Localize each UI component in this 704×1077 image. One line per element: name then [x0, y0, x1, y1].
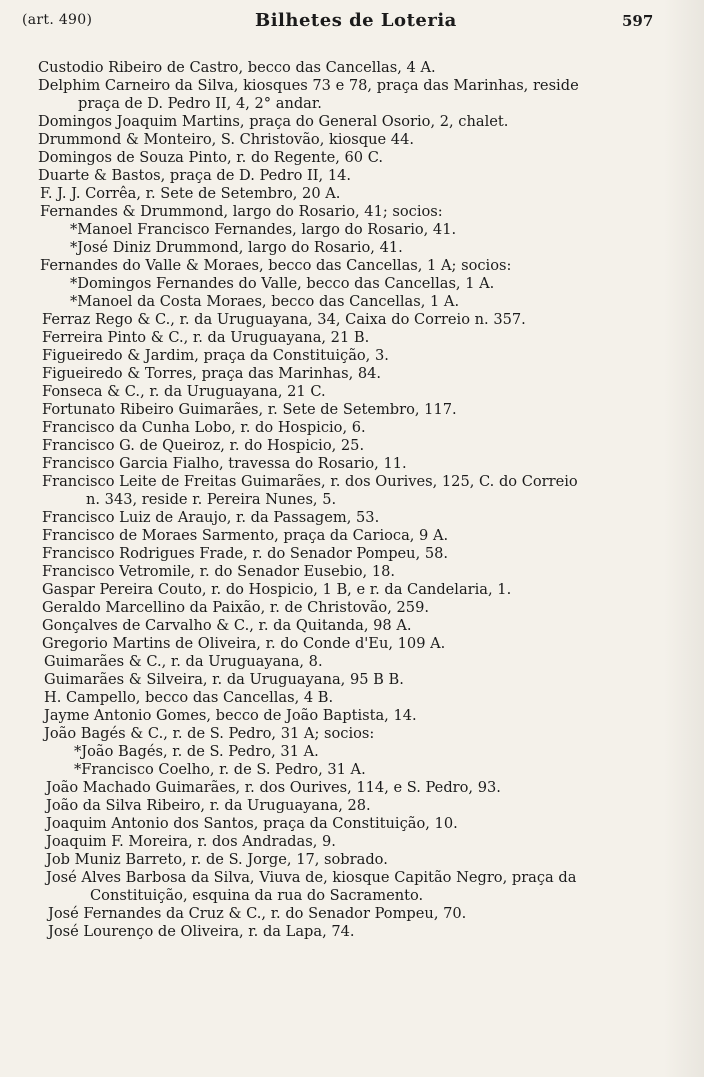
list-subitem: *João Bagés, r. de S. Pedro, 31 A. [74, 743, 319, 760]
list-item: Joaquim F. Moreira, r. dos Andradas, 9. [46, 833, 336, 850]
list-item: Custodio Ribeiro de Castro, becco das Cancellas, 4 A. [38, 59, 436, 76]
list-subitem: *Francisco Coelho, r. de S. Pedro, 31 A. [74, 761, 366, 778]
list-item: Figueiredo & Torres, praça das Marinhas, 84. [42, 365, 382, 382]
list-item: Francisco da Cunha Lobo, r. do Hospicio, 6. [42, 419, 366, 436]
list-subitem: *Manoel da Costa Moraes, becco das Cancellas, 1 A. [70, 293, 460, 310]
list-item-continuation: Constituição, esquina da rua do Sacramento. [90, 887, 424, 904]
list-subitem: *Domingos Fernandes do Valle, becco das Cancellas, 1 A. [70, 275, 495, 292]
list-item: Gregorio Martins de Oliveira, r. do Conde d'Eu, 109 A. [42, 635, 446, 652]
page-header [0, 6, 704, 36]
list-item: José Alves Barbosa da Silva, Viuva de, kiosque Capitão Negro, praça da [46, 869, 577, 886]
list-item: Francisco Vetromile, r. do Senador Eusebio, 18. [42, 563, 396, 580]
list-item: F. J. J. Corrêa, r. Sete de Setembro, 20 A. [40, 185, 341, 202]
article-reference: (art. 490) [22, 12, 93, 28]
list-item: Fonseca & C., r. da Uruguayana, 21 C. [42, 383, 326, 400]
list-item: Job Muniz Barreto, r. de S. Jorge, 17, sobrado. [46, 851, 388, 868]
list-item: José Lourenço de Oliveira, r. da Lapa, 74. [48, 923, 355, 940]
list-item: Geraldo Marcellino da Paixão, r. de Christovão, 259. [42, 599, 429, 616]
list-item: Ferreira Pinto & C., r. da Uruguayana, 21 B. [42, 329, 370, 346]
list-item-continuation: n. 343, reside r. Pereira Nunes, 5. [86, 491, 337, 508]
list-subitem: *José Diniz Drummond, largo do Rosario, 41. [70, 239, 403, 256]
list-item: João da Silva Ribeiro, r. da Uruguayana, 28. [46, 797, 371, 814]
list-item: Francisco Garcia Fialho, travessa do Rosario, 11. [42, 455, 407, 472]
list-subitem: *Manoel Francisco Fernandes, largo do Rosario, 41. [70, 221, 457, 238]
list-item: Figueiredo & Jardim, praça da Constituição, 3. [42, 347, 389, 364]
list-item: João Bagés & C., r. de S. Pedro, 31 A; socios: [44, 725, 375, 742]
list-item: Francisco G. de Queiroz, r. do Hospicio, 25. [42, 437, 365, 454]
list-item: Gonçalves de Carvalho & C., r. da Quitanda, 98 A. [42, 617, 412, 634]
list-item: Duarte & Bastos, praça de D. Pedro II, 14. [38, 167, 352, 184]
list-item-continuation: praça de D. Pedro II, 4, 2° andar. [78, 95, 322, 112]
list-item: Fernandes & Drummond, largo do Rosario, 41; socios: [40, 203, 443, 220]
list-item: Ferraz Rego & C., r. da Uruguayana, 34, Caixa do Correio n. 357. [42, 311, 526, 328]
list-item: Fortunato Ribeiro Guimarães, r. Sete de Setembro, 117. [42, 401, 457, 418]
list-item: H. Campello, becco das Cancellas, 4 B. [44, 689, 334, 706]
page-edge-shadow [664, 0, 704, 1077]
list-item: Domingos Joaquim Martins, praça do General Osorio, 2, chalet. [38, 113, 509, 130]
list-item: Francisco Rodrigues Frade, r. do Senador Pompeu, 58. [42, 545, 449, 562]
page-title: Bilhetes de Loteria [255, 10, 457, 31]
list-item: Joaquim Antonio dos Santos, praça da Constituição, 10. [46, 815, 458, 832]
page-number: 597 [622, 12, 654, 30]
list-item: Francisco Leite de Freitas Guimarães, r. dos Ourives, 125, C. do Correio [42, 473, 578, 490]
list-item: Fernandes do Valle & Moraes, becco das Cancellas, 1 A; socios: [40, 257, 512, 274]
list-item: Gaspar Pereira Couto, r. do Hospicio, 1 B, e r. da Candelaria, 1. [42, 581, 512, 598]
list-item: Guimarães & C., r. da Uruguayana, 8. [44, 653, 323, 670]
list-item: Guimarães & Silveira, r. da Uruguayana, 95 B B. [44, 671, 404, 688]
list-item: Domingos de Souza Pinto, r. do Regente, 60 C. [38, 149, 383, 166]
list-item: João Machado Guimarães, r. dos Ourives, 114, e S. Pedro, 93. [46, 779, 501, 796]
list-item: Delphim Carneiro da Silva, kiosques 73 e 78, praça das Marinhas, reside [38, 77, 579, 94]
list-item: José Fernandes da Cruz & C., r. do Senador Pompeu, 70. [48, 905, 467, 922]
list-item: Drummond & Monteiro, S. Christovão, kiosque 44. [38, 131, 415, 148]
list-item: Francisco Luiz de Araujo, r. da Passagem, 53. [42, 509, 380, 526]
list-item: Francisco de Moraes Sarmento, praça da Carioca, 9 A. [42, 527, 449, 544]
list-item: Jayme Antonio Gomes, becco de João Baptista, 14. [44, 707, 417, 724]
